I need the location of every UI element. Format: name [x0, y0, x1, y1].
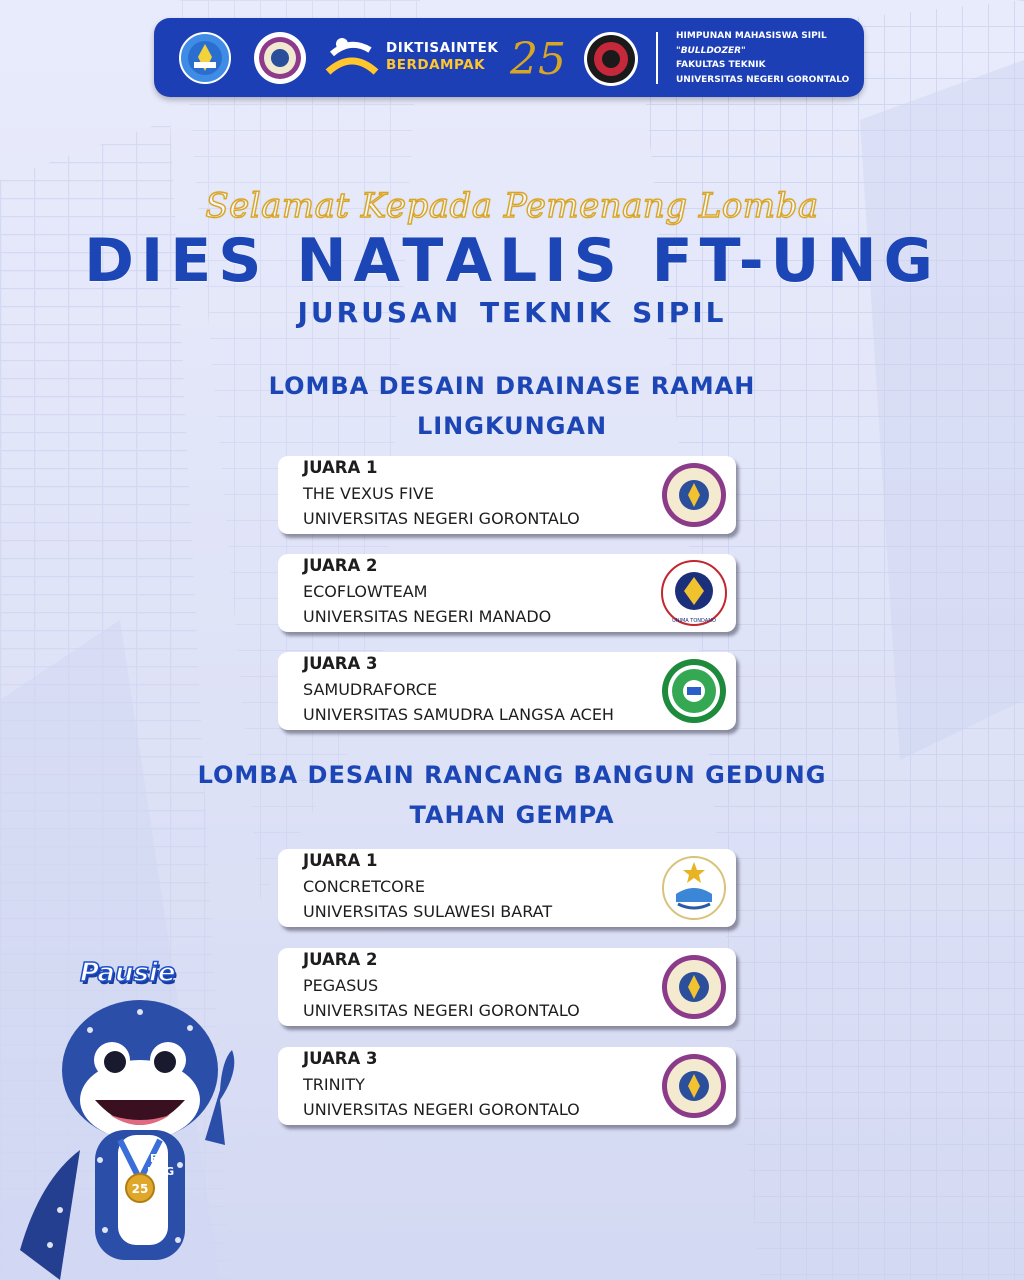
winner-rank: JUARA 1: [303, 851, 378, 870]
brand-text: [386, 40, 498, 74]
org-line-1: HIMPUNAN MAHASISWA SIPIL: [676, 31, 827, 41]
winner-card: [278, 554, 736, 632]
tut-wuri-handayani-logo: [178, 31, 232, 85]
winner-rank: JUARA 2: [303, 556, 378, 575]
greeting-title: Selamat Kepada Pemenang Lomba: [205, 186, 819, 226]
winner-university: UNIVERSITAS SAMUDRA LANGSA ACEH: [303, 705, 614, 724]
winner-university: UNIVERSITAS NEGERI GORONTALO: [303, 1100, 580, 1119]
org-line-4: UNIVERSITAS NEGERI GORONTALO: [676, 74, 850, 85]
winner-university: UNIVERSITAS NEGERI GORONTALO: [303, 1001, 580, 1020]
winner-card: [278, 1047, 736, 1125]
whale-shark-mascot: [0, 950, 270, 1280]
brand-line2: BERDAMPAK: [386, 57, 486, 73]
medal-number: 25: [131, 1182, 149, 1196]
competition-2-title-line1: LOMBA DESAIN RANCANG BANGUN GEDUNG: [197, 761, 827, 789]
ung-emblem-icon: [660, 953, 728, 1021]
winner-university: UNIVERSITAS NEGERI MANADO: [303, 607, 552, 626]
ung-logo: [252, 30, 308, 86]
winner-card: [278, 849, 736, 927]
competition-1-title-line1: LOMBA DESAIN DRAINASE RAMAH: [268, 372, 756, 400]
ung-emblem-icon: [660, 1052, 728, 1120]
org-line-2: "BULLDOZER": [676, 45, 746, 56]
competition-2-title-line2: TAHAN GEMPA: [409, 801, 615, 829]
unsam-emblem-icon: [660, 657, 728, 725]
header-divider: [656, 32, 658, 84]
competition-1-title-line2: LINGKUNGAN: [416, 412, 608, 440]
department-title: JURUSAN TEKNIK SIPIL: [297, 296, 727, 329]
winner-rank: JUARA 3: [303, 654, 378, 673]
shirt-text-ft: FT: [150, 1152, 166, 1165]
emblem-caption: UNIMA TONDANO: [672, 618, 716, 624]
organization-text: [676, 29, 849, 87]
winner-rank: JUARA 1: [303, 458, 378, 477]
winner-team: ECOFLOWTEAM: [303, 582, 428, 601]
winner-team: THE VEXUS FIVE: [303, 484, 434, 503]
winner-team: PEGASUS: [303, 976, 379, 995]
winner-team: TRINITY: [303, 1075, 365, 1094]
org-line-3: FAKULTAS TEKNIK: [676, 60, 766, 70]
header-bar: [154, 18, 864, 97]
anniversary-25-logo: [506, 32, 570, 82]
mascot-name: Pausie: [80, 958, 176, 988]
winner-team: CONCRETCORE: [303, 877, 425, 896]
unima-emblem-icon: [660, 559, 728, 627]
winner-university: UNIVERSITAS SULAWESI BARAT: [303, 902, 553, 921]
brand-line1: DIKTISAINTEK: [386, 40, 499, 56]
winner-rank: JUARA 3: [303, 1049, 378, 1068]
winner-university: UNIVERSITAS NEGERI GORONTALO: [303, 509, 580, 528]
competition-2-title: [0, 755, 1024, 835]
shirt-text-ung: UNG: [147, 1165, 175, 1178]
competition-1-title: [0, 366, 1024, 446]
winner-card: [278, 948, 736, 1026]
winner-rank: JUARA 2: [303, 950, 378, 969]
diktisaintek-logo: [324, 32, 380, 82]
ung-emblem-icon: [660, 461, 728, 529]
hms-bulldozer-logo: [582, 30, 640, 88]
winner-card: [278, 456, 736, 534]
winner-team: SAMUDRAFORCE: [303, 680, 438, 699]
anniversary-number: 25: [510, 34, 566, 82]
main-title: DIES NATALIS FT-UNG: [84, 226, 940, 296]
unsulbar-emblem-icon: [660, 854, 728, 922]
winner-card: [278, 652, 736, 730]
